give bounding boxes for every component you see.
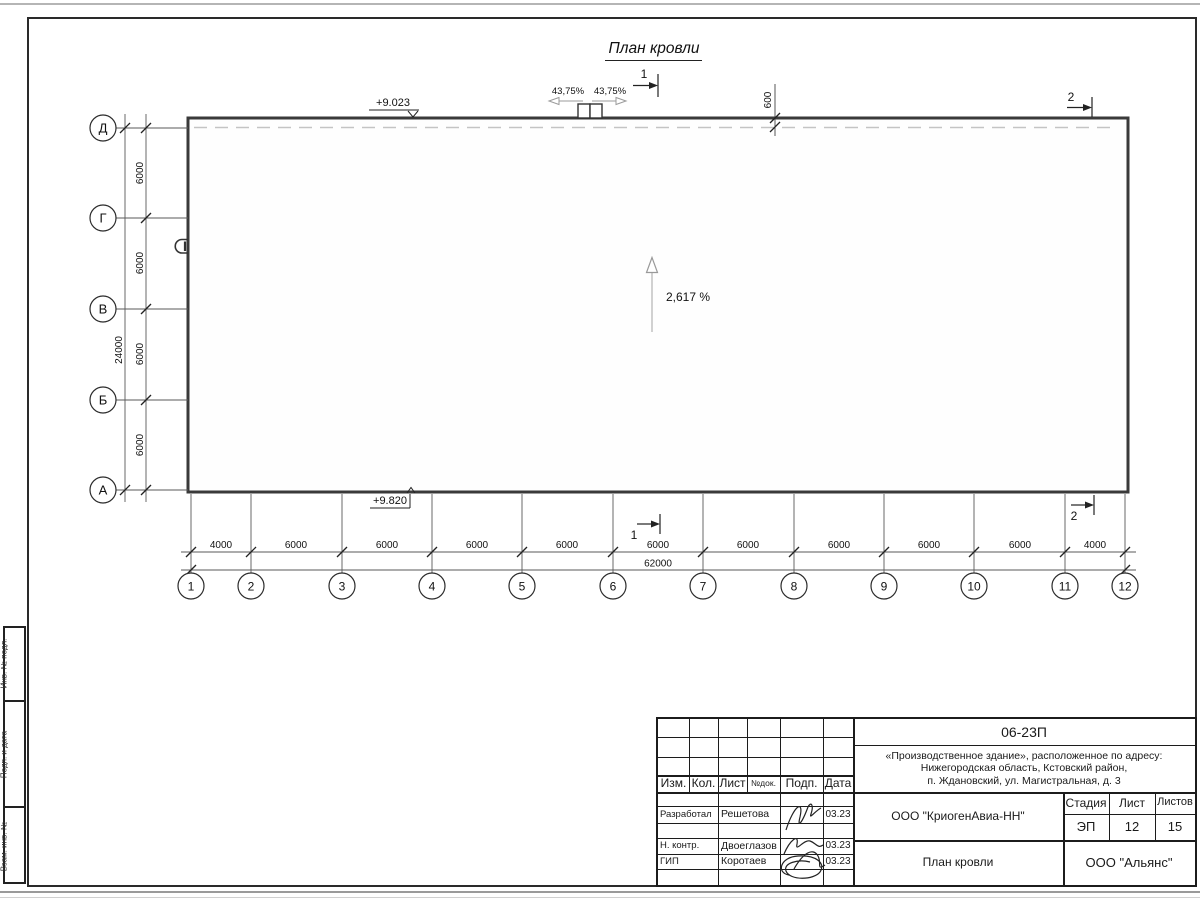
signature-icon (781, 852, 825, 878)
stage-value: ЭП (1076, 819, 1096, 835)
dim-value: 6000 (284, 540, 308, 551)
title-block (656, 717, 1197, 887)
side-strip-label: Подп. и дата (0, 730, 9, 779)
dim-value: 6000 (646, 540, 670, 551)
axis-number: 8 (790, 579, 798, 594)
col-header-podp: Подп. (785, 776, 818, 791)
sheets-total: 15 (1167, 819, 1183, 835)
dim-value: 4000 (209, 540, 233, 551)
dim-value: 6000 (135, 433, 146, 457)
section-mark-2-bottom (1071, 495, 1094, 523)
axis-number: 9 (880, 579, 888, 594)
axis-number: 1 (187, 579, 195, 594)
svg-text:2: 2 (1070, 509, 1078, 523)
dim-total: 62000 (644, 558, 672, 570)
row-name: Двоеглазов (721, 839, 777, 852)
dim-value: 6000 (555, 540, 579, 551)
plan-title: План кровли (608, 40, 700, 57)
col-header-list: Лист (719, 776, 746, 791)
axis-number: 5 (518, 579, 526, 594)
dim-value: 4000 (1083, 540, 1107, 551)
axis-letter: Д (98, 120, 108, 136)
dim-value: 6000 (375, 540, 399, 551)
row-role: Н. контр. (660, 840, 700, 852)
org-name: ООО "Альянс" (1085, 854, 1173, 870)
row-role: ГИП (660, 855, 679, 867)
dim-value: 6000 (917, 540, 941, 551)
drawing-title-cell: План кровли (922, 855, 994, 870)
axis-letter: Г (99, 210, 107, 226)
svg-text:2: 2 (1067, 90, 1075, 104)
col-header-doc: №док. (751, 778, 776, 789)
axis-number: 11 (1058, 579, 1072, 594)
sheet-number: 12 (1124, 819, 1140, 835)
axis-number: 3 (338, 579, 346, 594)
parapet-dim: 600 (763, 91, 774, 109)
col-header-kol: Кол. (691, 776, 716, 791)
project-line: Нижегородская область, Кстовский район, (920, 762, 1128, 775)
section-mark-1-bottom (631, 514, 660, 542)
side-strip-label: Инв. № подл. (0, 638, 9, 689)
row-date: 03.23 (825, 855, 851, 867)
axis-number: 7 (699, 579, 707, 594)
dim-total: 24000 (114, 336, 125, 364)
svg-text:1: 1 (640, 67, 648, 81)
slope-left-label: 43,75% (551, 86, 585, 97)
sheets-label: Листов (1157, 796, 1193, 809)
row-role: Разработал (660, 808, 712, 820)
section-mark-2-top (1067, 90, 1092, 117)
row-date: 03.23 (825, 840, 851, 851)
dim-value: 6000 (135, 251, 146, 275)
dim-value: 6000 (135, 161, 146, 185)
axis-number: 12 (1118, 579, 1132, 594)
roof-outline (188, 118, 1128, 492)
elevation-top (369, 97, 419, 117)
axis-number: 10 (967, 579, 981, 594)
svg-text:+9.023: +9.023 (376, 97, 410, 109)
project-line: «Производственное здание», расположенное по адресу: (885, 749, 1163, 762)
svg-text:+9.820: +9.820 (373, 495, 407, 507)
dim-value: 6000 (736, 540, 760, 551)
axis-number: 6 (609, 579, 617, 594)
axis-number: 2 (247, 579, 255, 594)
signature-icon (784, 839, 823, 854)
dim-value: 6000 (465, 540, 489, 551)
dim-value: 6000 (827, 540, 851, 551)
company-name: ООО "КриогенАвиа-НН" (891, 808, 1025, 823)
slope-right-label: 43,75% (593, 86, 627, 97)
doc-number: 06-23П (1001, 723, 1047, 740)
axis-letter: А (98, 482, 108, 498)
roof-hatch (578, 104, 602, 118)
slope-note: 2,617 % (666, 290, 711, 304)
svg-text:1: 1 (630, 528, 638, 542)
dim-value: 6000 (1008, 540, 1032, 551)
project-line: п. Ждановский, ул. Магистральная, д. 3 (927, 774, 1121, 787)
signatures (658, 719, 1195, 885)
signature-icon (786, 804, 821, 830)
section-mark-1-top (633, 67, 658, 97)
row-name: Коротаев (721, 855, 767, 868)
axis-number: 4 (428, 579, 436, 594)
col-header-izm: Изм. (660, 776, 687, 791)
col-header-data: Дата (824, 776, 852, 791)
ladder-icon (175, 240, 188, 254)
side-strip-label: Взам. инв. № (0, 821, 9, 872)
sheet-label: Лист (1118, 795, 1146, 810)
row-date: 03.23 (825, 808, 851, 820)
axis-letter: В (98, 301, 108, 317)
dim-value: 6000 (135, 342, 146, 366)
row-name: Решетова (721, 808, 770, 821)
axis-letter: Б (98, 392, 108, 408)
stage-label: Стадия (1065, 795, 1107, 810)
